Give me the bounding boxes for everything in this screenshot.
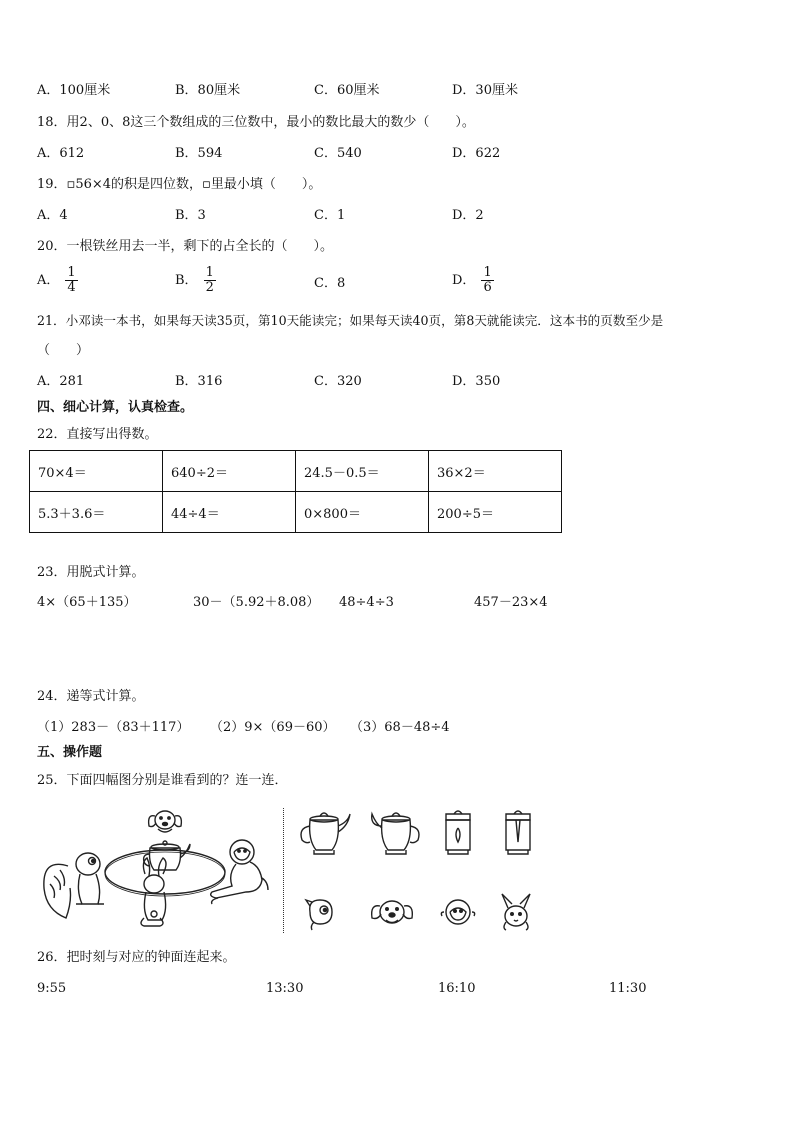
teapot-front-angle-view-icon[interactable] xyxy=(372,813,419,854)
question-23: 23．用脱式计算。 xyxy=(37,565,145,580)
time-label-4[interactable]: 11:30 xyxy=(609,981,647,996)
q18-option-c[interactable]: C．540 xyxy=(314,146,362,161)
time-label-2[interactable]: 13:30 xyxy=(266,981,304,996)
q23-expression-3: 48÷4÷3 xyxy=(339,595,394,610)
q17-option-c[interactable]: C．60厘米 xyxy=(314,83,380,98)
table-cell: 0×800＝ xyxy=(296,492,429,533)
squirrel-head-icon[interactable] xyxy=(306,900,332,930)
dog-head-icon[interactable] xyxy=(372,901,413,923)
question-26: 26．把时刻与对应的钟面连起来。 xyxy=(37,950,236,965)
q21-blank: （ ） xyxy=(37,343,90,358)
option-label: B． xyxy=(175,273,198,288)
q18-option-d[interactable]: D．622 xyxy=(452,146,501,161)
q24-expression-3: （3）68－48÷4 xyxy=(350,720,450,735)
fraction: $\frac{1}{4}$ xyxy=(67,265,76,295)
table-cell: 24.5－0.5＝ xyxy=(296,451,429,492)
option-label: D． xyxy=(452,273,476,288)
q19-option-d[interactable]: D．2 xyxy=(452,208,484,223)
q19-option-b[interactable]: B．3 xyxy=(175,208,206,223)
section-4-heading: 四、细心计算，认真检查。 xyxy=(37,400,194,415)
q21-option-a[interactable]: A．281 xyxy=(37,374,85,389)
q24-expression-1: （1）283－（83＋117） xyxy=(37,720,190,735)
q23-expression-4: 457－23×4 xyxy=(474,595,548,610)
q17-option-a[interactable]: A．100厘米 xyxy=(37,83,111,98)
q23-expression-1: 4×（65＋135） xyxy=(37,595,137,610)
section-5-heading: 五、操作题 xyxy=(37,745,103,760)
q20-option-c[interactable]: C．8 xyxy=(314,276,346,291)
q19-option-a[interactable]: A．4 xyxy=(37,208,68,223)
table-row xyxy=(30,451,562,492)
table-cell: 640÷2＝ xyxy=(163,451,296,492)
question-19: 19．▫56×4的积是四位数，▫里最小填（ ）。 xyxy=(37,177,322,192)
table-cell: 44÷4＝ xyxy=(163,492,296,533)
option-label: A． xyxy=(37,273,60,288)
table-row xyxy=(30,492,562,533)
question-25: 25．下面四幅图分别是谁看到的？连一连． xyxy=(37,773,288,788)
dog-icon xyxy=(149,811,182,832)
fraction: $\frac{1}{6}$ xyxy=(483,265,492,295)
question-18: 18．用2、0、8这三个数组成的三位数中，最小的数比最大的数少（ ）。 xyxy=(37,115,475,130)
divider-line xyxy=(283,808,284,933)
mental-math-table xyxy=(29,450,562,533)
q20-option-a[interactable] xyxy=(37,266,78,295)
squirrel-icon xyxy=(44,853,104,918)
q17-option-d[interactable]: D．30厘米 xyxy=(452,83,518,98)
q18-option-a[interactable]: A．612 xyxy=(37,146,85,161)
time-label-3[interactable]: 16:10 xyxy=(438,981,476,996)
q17-option-b[interactable]: B．80厘米 xyxy=(175,83,241,98)
question-22: 22．直接写出得数。 xyxy=(37,427,158,442)
fraction: $\frac{1}{2}$ xyxy=(205,265,214,295)
table-cell: 200÷5＝ xyxy=(429,492,562,533)
q19-option-c[interactable]: C．1 xyxy=(314,208,346,223)
teapot-handle-view-icon[interactable] xyxy=(446,811,470,854)
q20-option-b[interactable] xyxy=(175,266,216,295)
teapot-icon xyxy=(144,841,190,870)
question-20: 20．一根铁丝用去一半，剩下的占全长的（ ）。 xyxy=(37,239,334,254)
teapot-spout-view-icon[interactable] xyxy=(506,811,530,854)
q18-option-b[interactable]: B．594 xyxy=(175,146,223,161)
q21-option-d[interactable]: D．350 xyxy=(452,374,501,389)
q21-option-c[interactable]: C．320 xyxy=(314,374,362,389)
table-cell: 36×2＝ xyxy=(429,451,562,492)
q24-expression-2: （2）9×（69－60） xyxy=(210,720,336,735)
teapot-views xyxy=(296,806,536,862)
monkey-head-icon[interactable] xyxy=(441,900,474,924)
question-21: 21．小邓读一本书，如果每天读35页，第10天能读完；如果每天读40页，第8天就能读完．这本书的页数至少是 xyxy=(37,313,664,328)
rabbit-head-icon[interactable] xyxy=(502,894,530,930)
question-24: 24．递等式计算。 xyxy=(37,689,145,704)
animal-heads xyxy=(296,892,536,936)
table-cell: 5.3＋3.6＝ xyxy=(30,492,163,533)
time-label-1[interactable]: 9:55 xyxy=(37,981,67,996)
q21-option-b[interactable]: B．316 xyxy=(175,374,223,389)
table-cell: 70×4＝ xyxy=(30,451,163,492)
table-scene-illustration xyxy=(40,806,275,934)
teapot-side-view-icon[interactable] xyxy=(301,813,350,854)
q20-option-d[interactable] xyxy=(452,266,494,295)
monkey-icon xyxy=(211,840,268,904)
q23-expression-2: 30－（5.92＋8.08） xyxy=(193,595,320,610)
round-table xyxy=(105,850,225,894)
